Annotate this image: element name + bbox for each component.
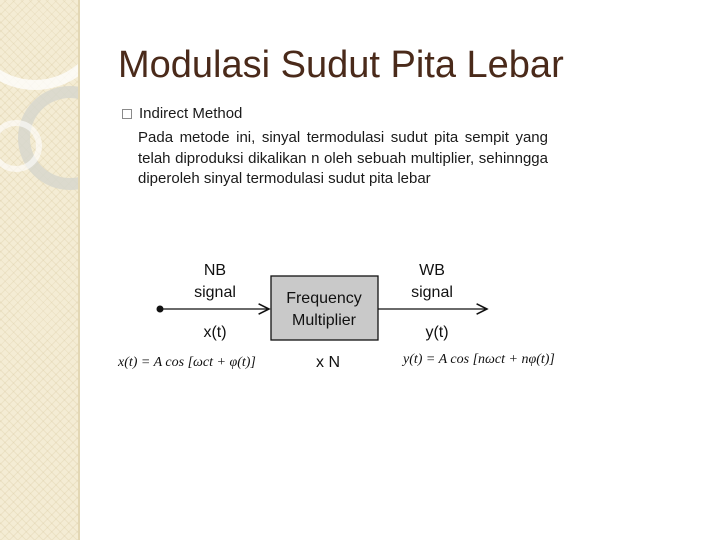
frequency-multiplier-block <box>271 276 378 340</box>
description-paragraph: Pada metode ini, sinyal termodulasi sudut pita sempit yang telah diproduksi dikalikan n oleh sebuah multiplier, sehinngga diperoleh sinyal termodulasi sudut pita lebar <box>138 129 548 187</box>
block-label-multiplier: Multiplier <box>291 312 357 329</box>
output-equation: y(t) = A cos [nωct + nφ(t)] <box>403 352 555 367</box>
multiplier-factor: x N <box>316 354 340 371</box>
block-label-frequency: Frequency <box>286 290 362 307</box>
input-label-signal: signal <box>194 284 236 301</box>
output-label-wb: WB <box>419 262 445 279</box>
slide-title: Modulasi Sudut Pita Lebar <box>118 44 564 86</box>
input-signal-name: x(t) <box>203 324 227 341</box>
output-signal-name: y(t) <box>425 324 449 341</box>
bullet-heading: Indirect Method <box>139 105 243 122</box>
input-label-nb: NB <box>203 262 227 279</box>
output-label-signal: signal <box>411 284 453 301</box>
input-equation: x(t) = A cos [ωct + φ(t)] <box>118 355 256 370</box>
